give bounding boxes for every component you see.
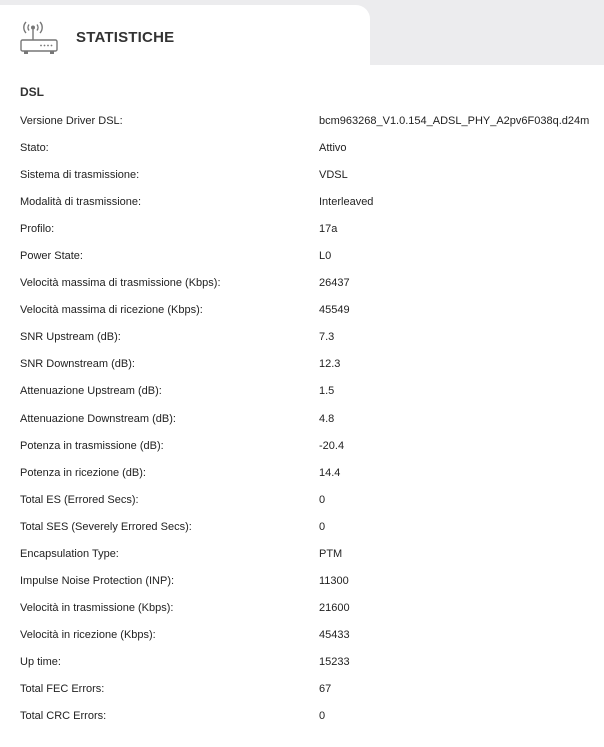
stat-label: Profilo: xyxy=(20,223,55,236)
stat-label: Potenza in trasmissione (dB): xyxy=(20,439,164,452)
stat-value: 7.3 xyxy=(319,331,335,344)
stat-value: 0 xyxy=(319,493,326,506)
stat-label: Attenuazione Downstream (dB): xyxy=(20,412,176,425)
section-title-dsl: DSL xyxy=(20,85,44,99)
stat-label: SNR Downstream (dB): xyxy=(20,358,135,371)
stat-value: PTM xyxy=(319,547,343,560)
stat-row xyxy=(0,190,604,217)
stat-value: VDSL xyxy=(319,169,348,182)
stat-row xyxy=(0,596,604,623)
stat-row xyxy=(0,569,604,596)
stat-row xyxy=(0,650,604,677)
stat-value: 21600 xyxy=(319,601,350,614)
stat-row xyxy=(0,217,604,244)
stat-row xyxy=(0,136,604,163)
stat-value: 17a xyxy=(319,223,338,236)
stat-value: 4.8 xyxy=(319,412,335,425)
stat-value: 15233 xyxy=(319,655,350,668)
stat-row xyxy=(0,163,604,190)
stat-row xyxy=(0,325,604,352)
dsl-stats-list xyxy=(0,109,604,731)
stat-label: SNR Upstream (dB): xyxy=(20,331,121,344)
stat-row xyxy=(0,542,604,569)
stat-row xyxy=(0,623,604,650)
stat-value: 45549 xyxy=(319,304,350,317)
stat-row xyxy=(0,704,604,731)
stat-value: 11300 xyxy=(319,574,349,587)
stat-row xyxy=(0,244,604,271)
stat-label: Sistema di trasmissione: xyxy=(20,169,140,182)
stat-label: Modalità di trasmissione: xyxy=(20,196,142,209)
stat-label: Total CRC Errors: xyxy=(20,710,107,723)
router-icon xyxy=(19,18,61,58)
stat-value: 0 xyxy=(319,520,326,533)
stat-value: 67 xyxy=(319,682,332,695)
stat-label: Velocità massima di ricezione (Kbps): xyxy=(20,304,203,317)
stat-row xyxy=(0,515,604,542)
stat-label: Total ES (Errored Secs): xyxy=(20,493,139,506)
stat-row xyxy=(0,407,604,434)
stat-row xyxy=(0,298,604,325)
stat-label: Up time: xyxy=(20,655,61,668)
page-title: STATISTICHE xyxy=(76,29,175,46)
stat-row xyxy=(0,434,604,461)
stat-row xyxy=(0,271,604,298)
stat-value: L0 xyxy=(319,250,332,263)
stat-row xyxy=(0,677,604,704)
stat-value: Attivo xyxy=(319,142,347,155)
stat-label: Velocità massima di trasmissione (Kbps): xyxy=(20,277,221,290)
stat-row xyxy=(0,379,604,406)
stat-row xyxy=(0,488,604,515)
stat-label: Stato: xyxy=(20,142,49,155)
stat-label: Attenuazione Upstream (dB): xyxy=(20,385,162,398)
stat-value: bcm963268_V1.0.154_ADSL_PHY_A2pv6F038q.d24m xyxy=(319,115,590,127)
stat-value: 0 xyxy=(319,710,326,723)
stat-label: Encapsulation Type: xyxy=(20,547,119,560)
stat-value: 1.5 xyxy=(319,385,335,398)
stat-value: 45433 xyxy=(319,628,350,641)
stat-value: Interleaved xyxy=(319,196,374,209)
stat-label: Total SES (Severely Errored Secs): xyxy=(20,520,192,533)
stat-value: 26437 xyxy=(319,277,350,290)
header-tab xyxy=(0,5,370,65)
stat-label: Versione Driver DSL: xyxy=(20,115,123,127)
stat-label: Velocità in ricezione (Kbps): xyxy=(20,628,156,641)
stat-label: Total FEC Errors: xyxy=(20,682,105,695)
stat-value: -20.4 xyxy=(319,439,345,452)
stat-label: Impulse Noise Protection (INP): xyxy=(20,574,175,587)
stat-label: Potenza in ricezione (dB): xyxy=(20,466,146,479)
stat-row xyxy=(0,352,604,379)
stat-label: Velocità in trasmissione (Kbps): xyxy=(20,601,174,614)
stat-row xyxy=(0,109,604,136)
stat-value: 14.4 xyxy=(319,466,341,479)
stat-row xyxy=(0,461,604,488)
stat-label: Power State: xyxy=(20,250,83,263)
stat-value: 12.3 xyxy=(319,358,341,371)
